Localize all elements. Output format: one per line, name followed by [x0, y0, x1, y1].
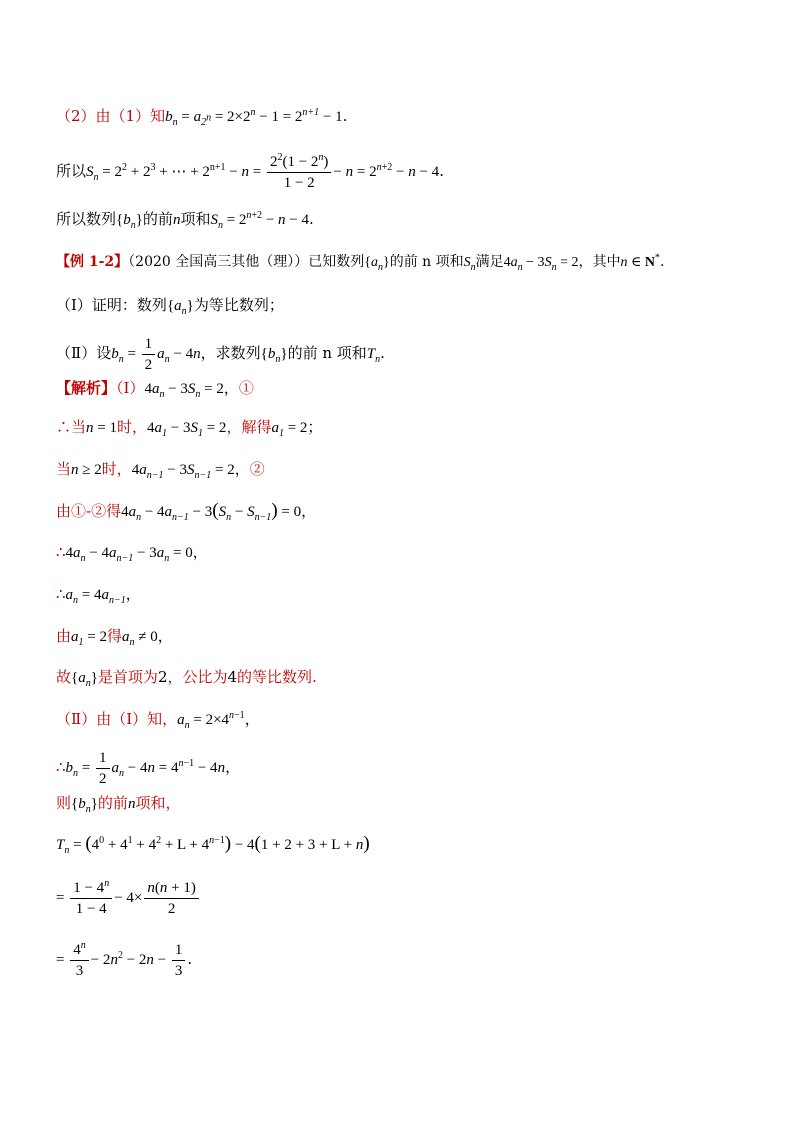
circle-2: ②	[249, 460, 265, 478]
set-bn: $\{b_n\}$	[260, 345, 288, 365]
text: ；	[307, 418, 323, 436]
line-bn-sum-result: 所以数列$\{b_n\}$的前n项和$S_n = 2^{n+2} - n - 4$.	[56, 210, 314, 231]
solution-step-10: 则$\{b_n\}$的前n项和，	[56, 794, 181, 815]
text: 所以数列	[56, 210, 117, 228]
solution-tag: 【解析】	[56, 379, 117, 397]
solution-step-4: 由①-②得$4a_n - 4a_{n-1} - 3(S_n - S_{n-1}) = 0$，	[56, 500, 317, 523]
text: 的前 n 项和	[389, 254, 464, 270]
text: 为等比数列；	[193, 296, 284, 314]
formula-sn-sum: $S_n = 2^2 + 2^3$ + ⋯ + $2^{n+1} - n$ = $\frac{2^2(1 - 2^n)}{1 - 2}$ − $n = 2^{n+2} - n - 4$	[86, 152, 440, 191]
example-tag: 【例 1-2】	[56, 254, 129, 270]
solution-step-1: 【解析】$(Ⅰ)4a_n - 3S_n = 2$，①	[56, 379, 254, 400]
text: 得	[106, 627, 122, 645]
solution-step-7: 由$a_1 = 2$得$a_n \ne 0$，	[56, 627, 173, 648]
text: （Ⅱ）由（Ⅰ）知，	[56, 710, 178, 728]
part-1-question	[56, 295, 284, 316]
part-2-question: （Ⅱ）设$b_n$ = $\frac{1}{2}$ $a_n - 4n$，求数列$\{b_n\}$的前 n 项和$T_n$.	[56, 336, 385, 373]
formula-bn: $b_n = a_{2^n} = 2\times 2^n - 1 = 2^{n+1} - 1$	[165, 107, 343, 128]
solution-step-2: ∴当n = 1时，$4a_1 - 3S_1 = 2$，解得$a_1 = 2$；	[56, 418, 323, 439]
line-bn-definition: （2）由（1）知$b_n = a_{2^n} = 2\times 2^n - 1 = 2^{n+1} - 1$.	[56, 107, 348, 128]
solution-step-3: 当n ≥ 2时，$4a_{n-1} - 3S_{n-1} = 2$，②	[56, 460, 265, 481]
text: 项和，	[135, 794, 181, 812]
solution-tn-result: = $\frac{4^n}{3}$ − $2n^2 - 2n$ − $\frac{1}{3}$ .	[56, 940, 193, 979]
solution-tn-step-2: = $\frac{1 - 4^n}{1 - 4}$ − 4× $\frac{n(n + 1)}{2}$	[56, 878, 201, 919]
fraction: $\frac{2^2(1 - 2^n)}{1 - 2}$	[267, 152, 331, 193]
circle-1: ①	[238, 379, 254, 397]
set-an: $\{a_n\}$	[364, 255, 390, 273]
text: ∴当	[56, 418, 87, 436]
n-in-N: n ∈ N*	[620, 252, 660, 270]
text: 的等比数列.	[237, 668, 317, 686]
solution-step-8: 故$\{a_n\}$是首项为2，公比为4的等比数列.	[56, 668, 317, 689]
text: ，求数列	[200, 343, 261, 362]
text: 当	[56, 460, 72, 478]
text: 由①-②得	[56, 502, 122, 520]
solution-tn-expansion: $T_n = (4^0 + 4^1 + 4^2 + L + 4^{n-1}) - 4(1 + 2 + 3 + L + n)$	[56, 833, 370, 856]
solution-step-9: $\therefore b_n$ = $\frac{1}{2}$ $a_n - 4n = 4^{n-1} - 4n$，	[56, 750, 241, 787]
text: ，解得	[226, 418, 272, 436]
set-bn: $\{b_n\}$	[116, 212, 143, 231]
text: 时，	[116, 418, 147, 436]
text: ，其中	[578, 254, 621, 270]
sn: $S_n$	[463, 255, 476, 273]
text: 的前	[97, 794, 128, 812]
text: 则	[56, 794, 72, 812]
text: 的前	[142, 210, 173, 228]
text: 的前 n 项和	[287, 343, 367, 362]
text: （Ⅰ）证明：数列	[56, 296, 167, 314]
text: （Ⅱ）设	[56, 343, 112, 362]
text: ，公比为	[167, 668, 228, 686]
line-sn-sum: 所以$S_n = 2^2 + 2^3$ + ⋯ + $2^{n+1} - n$ = $\frac{2^2(1 - 2^n)}{1 - 2}$ − $n = 2^{n+2} - n - 4$.	[56, 152, 444, 191]
text: 故	[56, 668, 72, 686]
formula-sn: $S_n = 2^{n+2} - n - 4$	[210, 210, 309, 231]
example-1-2: 【例 1-2】（2020 全国高三其他（理））已知数列$\{a_n\}$的前 n 项和$S_n$满足$4a_n - 3S_n = 2$，其中n ∈ N*.	[56, 252, 665, 273]
text: 项和	[180, 210, 211, 228]
text: 是首项为	[97, 668, 158, 686]
bn-definition: $b_n$ = $\frac{1}{2}$ $a_n - 4n$	[111, 336, 201, 373]
text: 时，	[101, 460, 132, 478]
condition: $4a_n - 3S_n = 2$	[503, 255, 579, 273]
set-an: $\{a_n\}$	[166, 298, 194, 317]
text: （Ⅰ）	[116, 379, 145, 397]
text: 满足	[475, 254, 504, 270]
text: （2020 全国高三其他（理））已知数列	[128, 254, 365, 270]
tn: $T_n$	[366, 345, 381, 365]
therefore-text: 所以	[56, 161, 87, 180]
solution-part-2: （Ⅱ）由（Ⅰ）知，$a_n = 2\times 4^{n-1}$，	[56, 710, 260, 731]
text: 由	[56, 627, 72, 645]
solution-step-5: $\therefore 4a_n - 4a_{n-1} - 3a_n = 0$，	[56, 543, 208, 564]
part-2-label: （2）由（1）知	[56, 107, 166, 125]
solution-step-6: $\therefore a_n = 4a_{n-1}$，	[56, 585, 141, 606]
equation: $4a_n - 3S_n = 2$	[144, 381, 224, 400]
